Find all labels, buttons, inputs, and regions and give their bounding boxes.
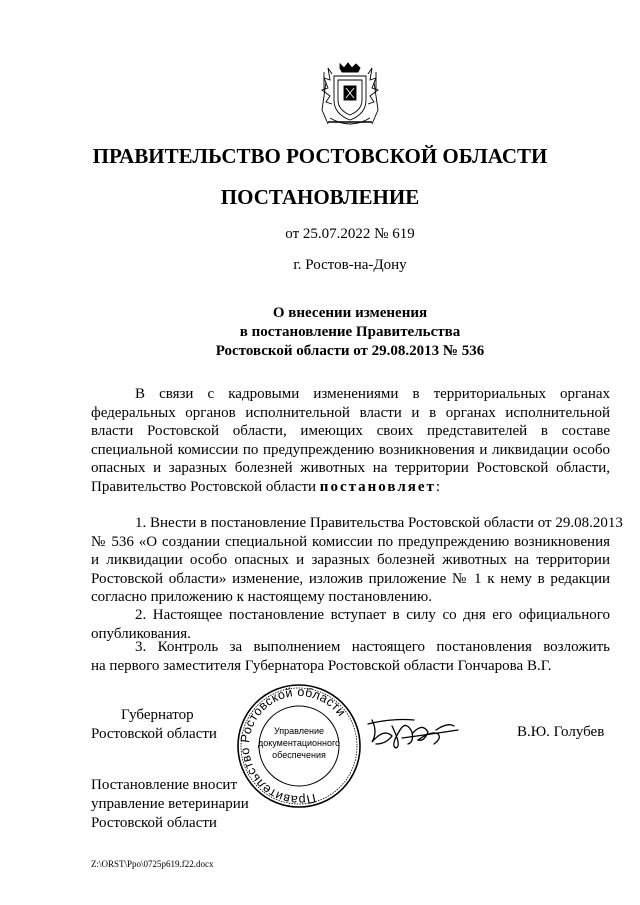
item-line: Ростовской области» изменение, изложив приложение № 1 к нему в редакции <box>91 570 610 587</box>
position-line: Ростовской области <box>91 726 217 742</box>
signatory-name: В.Ю. Голубев <box>517 724 605 740</box>
file-path: Z:\ORST\Ppo\0725p619.f22.docx <box>91 859 214 869</box>
submitting-department <box>91 776 249 833</box>
stamp-inner-line: Управление <box>273 726 325 736</box>
item-line: 2. Настоящее постановление вступает в силу со дня его официального <box>135 607 610 623</box>
coat-of-arms-emblem <box>318 60 382 130</box>
document-date-number: от 25.07.2022 № 619 <box>285 226 415 242</box>
document-subject <box>0 304 640 361</box>
preamble-last-line <box>91 478 610 497</box>
item-1-paragraph <box>91 514 623 607</box>
submitter-line: управление ветеринарии <box>91 796 249 812</box>
item-line: и ликвидации особо опасных и заразных болезней животных на территории <box>91 552 610 568</box>
item-line: 1. Внести в постановление Правительства Ростовской области от 29.08.2013 <box>135 515 623 531</box>
preamble-line: В связи с кадровыми изменениями в территориальных органах <box>135 386 610 402</box>
stamp-outer-text: Правительство Ростовской области <box>237 684 349 808</box>
signatory-position <box>91 706 217 744</box>
item-line: согласно приложению к настоящему постановлению. <box>91 589 432 605</box>
item-line: 3. Контроль за выполнением настоящего постановления возложить <box>135 639 610 655</box>
item-line: опубликования. <box>91 625 191 642</box>
official-stamp <box>235 682 363 810</box>
item-3-paragraph <box>91 638 610 675</box>
subject-line: Ростовской области от 29.08.2013 № 536 <box>215 343 485 359</box>
submitter-line: Постановление вносит <box>91 777 238 793</box>
subject-line: в постановление Правительства <box>239 324 461 340</box>
preamble-line: власти Ростовской области, имеющих своих представителей в составе <box>91 423 610 439</box>
document-city: г. Ростов-на-Дону <box>293 257 407 273</box>
government-title: ПРАВИТЕЛЬСТВО РОСТОВСКОЙ ОБЛАСТИ <box>92 144 548 168</box>
item-line: на первого заместителя Губернатора Ростовской области Гончарова В.Г. <box>91 657 552 674</box>
preamble-line: опасных и заразных болезней животных на территории Ростовской области, <box>91 460 610 476</box>
handwritten-signature <box>362 708 512 756</box>
preamble-line: Правительство Ростовской области <box>91 478 320 495</box>
stamp-inner-line: документационного <box>257 738 341 748</box>
document-type: ПОСТАНОВЛЕНИЕ <box>220 185 420 209</box>
position-line: Губернатор <box>121 707 194 723</box>
preamble-paragraph <box>91 385 610 496</box>
stamp-inner-line: обеспечения <box>272 750 326 760</box>
preamble-line: федеральных органов исполнительной власти и в органах исполнительной <box>91 404 610 421</box>
decree-colon: : <box>435 478 441 495</box>
preamble-line: специальной комиссии по предупреждению возникновения и ликвидации особо <box>91 441 610 458</box>
submitter-line: Ростовской области <box>91 815 217 831</box>
subject-line: О внесении изменения <box>272 305 428 321</box>
item-line: № 536 «О создании специальной комиссии по предупреждению возникновения <box>91 533 610 550</box>
decree-word: постановляет <box>319 478 436 495</box>
